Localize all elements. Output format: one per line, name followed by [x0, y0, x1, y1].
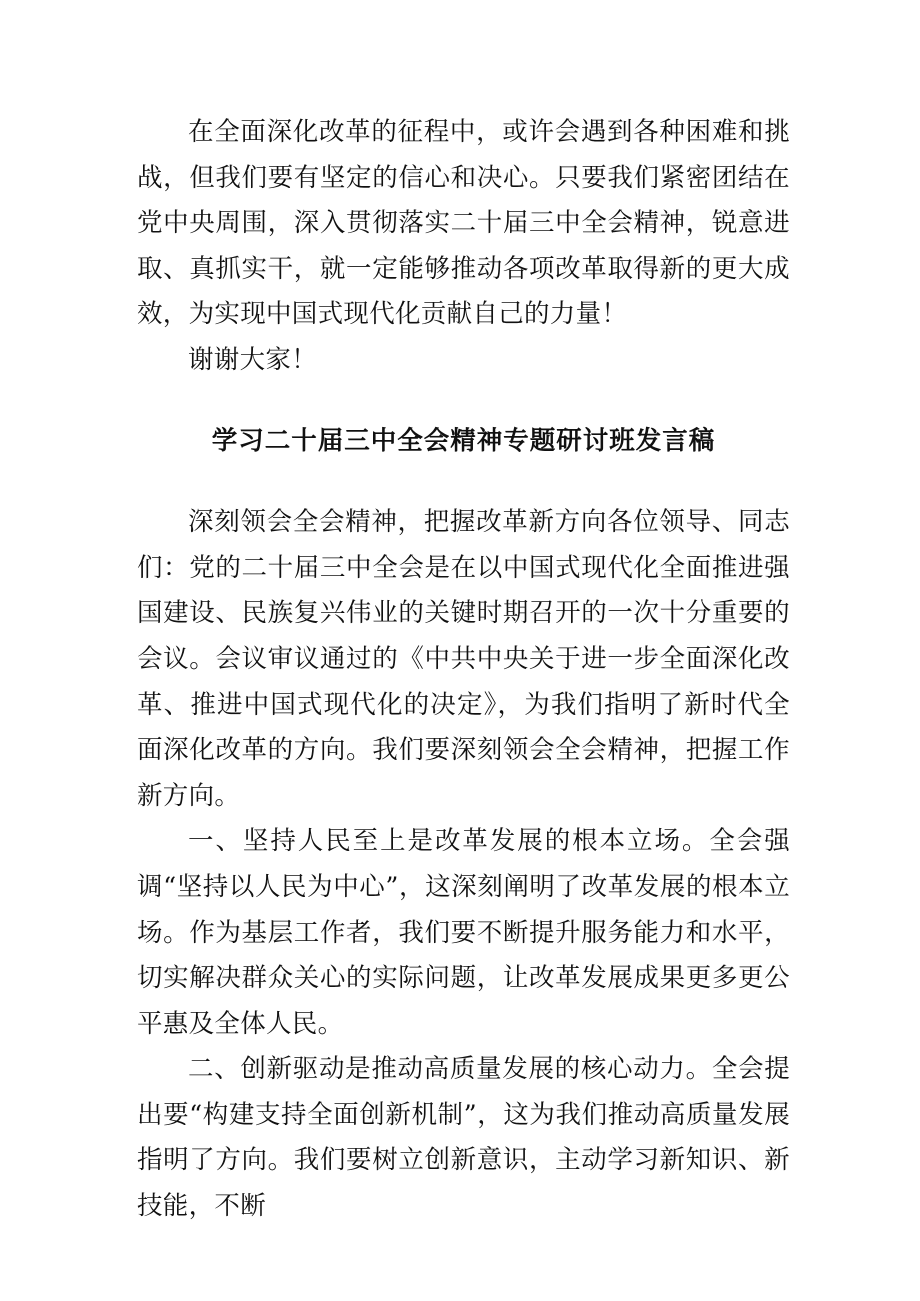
body-paragraph-intro: 深刻领会全会精神，把握改革新方向各位领导、同志们：党的二十届三中全会是在以中国式现代化全面推进强国建设、民族复兴伟业的关键时期召开的一次十分重要的会议。会议审议通过的《中共中央关于进一步全面深化改革、推进中国式现代化的决定》，为我们指明了新时代全面深化改革的方向。我们要深刻领会全会精神，把握工作新方向。	[137, 507, 790, 811]
closing-paragraph: 在全面深化改革的征程中，或许会遇到各种困难和挑战，但我们要有坚定的信心和决心。只要我们紧密团结在党中央周围，深入贯彻落实二十届三中全会精神，锐意进取、真抓实干，就一定能够推动各项改革取得新的更大成效，为实现中国式现代化贡献自己的力量！	[137, 117, 790, 330]
body-paragraph-point-two: 二、创新驱动是推动高质量发展的核心动力。全会提出要“构建支持全面创新机制”，这为我们推动高质量发展指明了方向。我们要树立创新意识，主动学习新知识、新技能，不断	[137, 1054, 790, 1222]
body-paragraph-point-one: 一、坚持人民至上是改革发展的根本立场。全会强调“坚持以人民为中心”，这深刻阐明了改革发展的根本立场。作为基层工作者，我们要不断提升服务能力和水平，切实解决群众关心的实际问题，让改革发展成果更多更公平惠及全体人民。	[137, 826, 790, 1039]
thanks-line: 谢谢大家！	[188, 344, 318, 375]
document-body	[137, 110, 790, 1230]
document-title: 学习二十届三中全会精神专题研讨班发言稿	[211, 425, 716, 456]
